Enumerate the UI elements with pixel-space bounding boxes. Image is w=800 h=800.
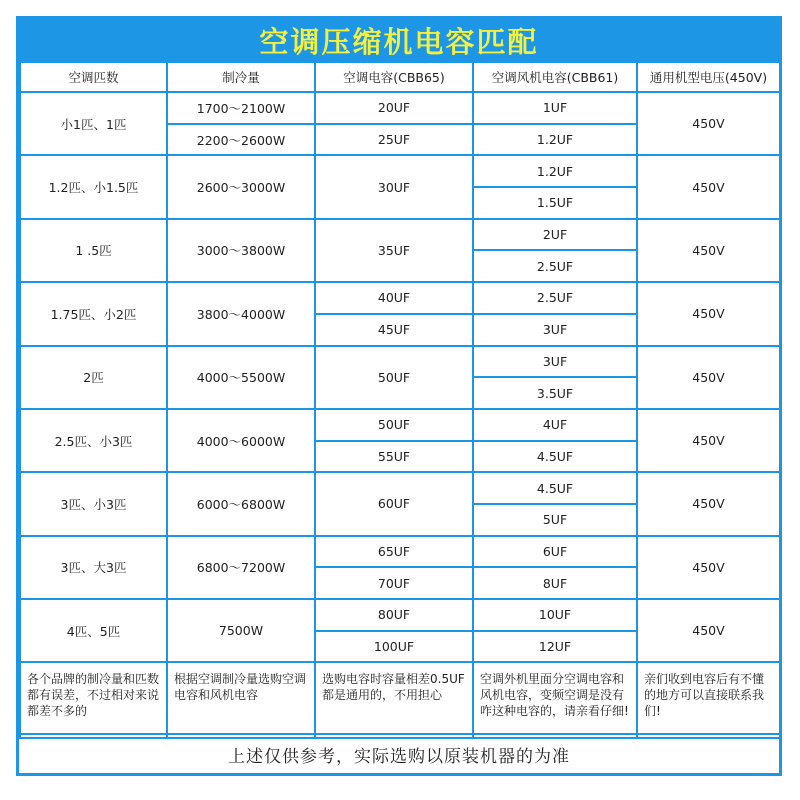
fan-cap-cell: 12UF	[473, 631, 637, 663]
header-cell: 空调电容(CBB65)	[315, 62, 473, 92]
fan-cap-cell: 3UF	[473, 346, 637, 378]
compressor-cap-cell: 30UF	[315, 155, 473, 218]
fan-cap-cell: 1.2UF	[473, 155, 637, 187]
note-cell: 选购电容时容量相差0.5UF都是通用的，不用担心	[315, 662, 473, 738]
voltage-cell: 450V	[637, 599, 780, 662]
hp-cell: 2.5匹、小3匹	[20, 409, 167, 472]
voltage-cell: 450V	[637, 282, 780, 345]
note-cell: 各个品牌的制冷量和匹数都有误差，不过相对来说都差不多的	[20, 662, 167, 738]
fan-cap-cell: 1UF	[473, 92, 637, 124]
voltage-cell: 450V	[637, 472, 780, 535]
header-cell: 制冷量	[167, 62, 315, 92]
power-cell: 1700～2100W	[167, 92, 315, 124]
footer-disclaimer: 上述仅供参考，实际选购以原装机器的为准	[19, 733, 779, 773]
fan-cap-cell: 8UF	[473, 567, 637, 599]
voltage-cell: 450V	[637, 409, 780, 472]
page-title: 空调压缩机电容匹配	[259, 24, 539, 59]
table-row	[20, 346, 780, 378]
header-cell: 空调匹数	[20, 62, 167, 92]
fan-cap-cell: 10UF	[473, 599, 637, 631]
hp-cell: 小1匹、1匹	[20, 92, 167, 155]
fan-cap-cell: 4.5UF	[473, 472, 637, 504]
power-cell: 6000～6800W	[167, 472, 315, 535]
power-cell: 4000～5500W	[167, 346, 315, 409]
table-row	[20, 536, 780, 568]
voltage-cell: 450V	[637, 219, 780, 282]
hp-cell: 3匹、小3匹	[20, 472, 167, 535]
hp-cell: 1.2匹、小1.5匹	[20, 155, 167, 218]
compressor-cap-cell: 80UF	[315, 599, 473, 631]
table-row	[20, 409, 780, 441]
compressor-cap-cell: 40UF	[315, 282, 473, 314]
power-cell: 4000～6000W	[167, 409, 315, 472]
hp-cell: 3匹、大3匹	[20, 536, 167, 599]
power-cell: 6800～7200W	[167, 536, 315, 599]
header-cell: 空调风机电容(CBB61)	[473, 62, 637, 92]
note-cell: 空调外机里面分空调电容和风机电容，变频空调是没有咋这种电容的，请亲看仔细!	[473, 662, 637, 738]
hp-cell: 2匹	[20, 346, 167, 409]
note-cell: 亲们收到电容后有不懂的地方可以直接联系我们!	[637, 662, 780, 738]
title-bar	[19, 19, 779, 61]
table-row	[20, 282, 780, 314]
power-cell: 3000～3800W	[167, 219, 315, 282]
fan-cap-cell: 1.2UF	[473, 124, 637, 156]
compressor-cap-cell: 65UF	[315, 536, 473, 568]
capacitor-table-card	[16, 16, 782, 776]
table-row	[20, 472, 780, 504]
header-cell: 通用机型电压(450V)	[637, 62, 780, 92]
compressor-cap-cell: 20UF	[315, 92, 473, 124]
fan-cap-cell: 3.5UF	[473, 377, 637, 409]
capacitor-table	[19, 61, 781, 739]
power-cell: 2200～2600W	[167, 124, 315, 156]
compressor-cap-cell: 50UF	[315, 409, 473, 441]
compressor-cap-cell: 60UF	[315, 472, 473, 535]
fan-cap-cell: 5UF	[473, 504, 637, 536]
fan-cap-cell: 2.5UF	[473, 282, 637, 314]
table-row	[20, 155, 780, 187]
power-cell: 7500W	[167, 599, 315, 662]
note-cell: 根据空调制冷量选购空调电容和风机电容	[167, 662, 315, 738]
fan-cap-cell: 4UF	[473, 409, 637, 441]
compressor-cap-cell: 45UF	[315, 314, 473, 346]
voltage-cell: 450V	[637, 536, 780, 599]
power-cell: 3800～4000W	[167, 282, 315, 345]
compressor-cap-cell: 50UF	[315, 346, 473, 409]
fan-cap-cell: 6UF	[473, 536, 637, 568]
compressor-cap-cell: 35UF	[315, 219, 473, 282]
compressor-cap-cell: 55UF	[315, 441, 473, 473]
voltage-cell: 450V	[637, 346, 780, 409]
hp-cell: 1 .5匹	[20, 219, 167, 282]
table-row	[20, 92, 780, 124]
fan-cap-cell: 2.5UF	[473, 250, 637, 282]
fan-cap-cell: 2UF	[473, 219, 637, 251]
compressor-cap-cell: 100UF	[315, 631, 473, 663]
notes-row	[20, 662, 780, 738]
voltage-cell: 450V	[637, 92, 780, 155]
power-cell: 2600～3000W	[167, 155, 315, 218]
hp-cell: 4匹、5匹	[20, 599, 167, 662]
compressor-cap-cell: 25UF	[315, 124, 473, 156]
table-row	[20, 599, 780, 631]
voltage-cell: 450V	[637, 155, 780, 218]
header-row	[20, 62, 780, 92]
table-row	[20, 219, 780, 251]
fan-cap-cell: 3UF	[473, 314, 637, 346]
fan-cap-cell: 1.5UF	[473, 187, 637, 219]
compressor-cap-cell: 70UF	[315, 567, 473, 599]
hp-cell: 1.75匹、小2匹	[20, 282, 167, 345]
fan-cap-cell: 4.5UF	[473, 441, 637, 473]
